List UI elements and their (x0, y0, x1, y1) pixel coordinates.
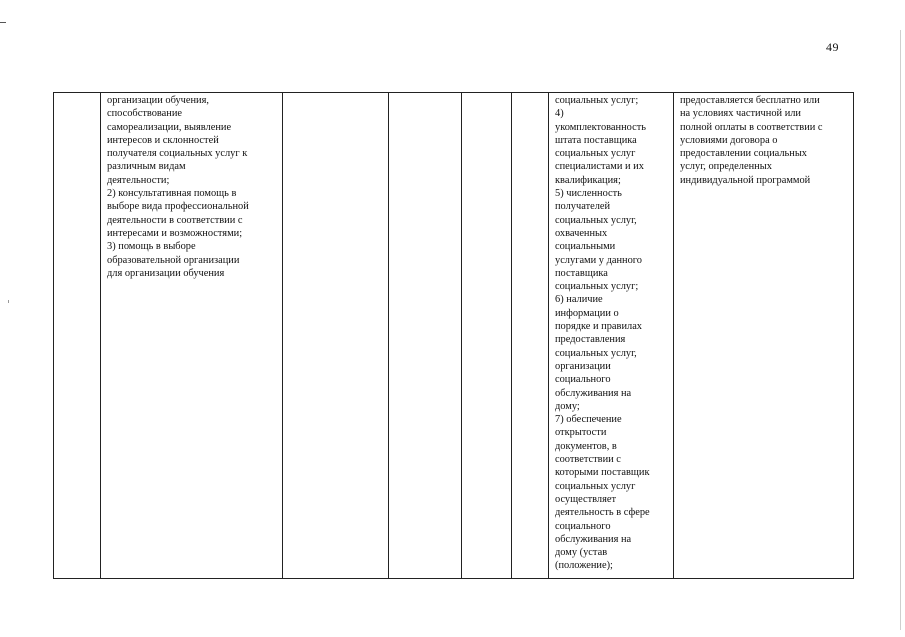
table-cell-empty-5 (462, 93, 512, 579)
text-line: способствование (107, 108, 183, 120)
table-cell-empty-4 (389, 93, 462, 579)
conditions-text (680, 94, 850, 187)
text-line: услугами у данного (555, 254, 643, 266)
text-line: условиями договора о (680, 134, 778, 146)
service-content-text (107, 94, 279, 280)
table-cell-empty-6 (512, 93, 549, 579)
text-line: обслуживания на (555, 533, 632, 545)
text-line: социальных услуг, (555, 214, 637, 226)
text-line: социальных услуг (555, 148, 636, 160)
text-line: получателя социальных услуг к (107, 148, 248, 160)
text-line: самореализации, выявление (107, 121, 232, 133)
text-line: охваченных (555, 227, 608, 239)
table-cell-empty-3 (283, 93, 389, 579)
table-cell-number (54, 93, 101, 579)
text-line: предоставлении социальных (680, 148, 808, 160)
quality-indicators-text (555, 94, 670, 573)
text-line: 3) помощь в выборе (107, 241, 196, 253)
text-line: социальных услуг; (555, 281, 639, 293)
text-line: порядке и правилах (555, 321, 643, 333)
text-line: документов, в (555, 440, 617, 452)
text-line: штата поставщика (555, 134, 637, 146)
text-line: соответствии с (555, 454, 621, 466)
text-line: поставщика (555, 267, 608, 279)
text-line: социальными (555, 241, 616, 253)
scan-margin-mark (8, 300, 9, 303)
text-line: полной оплаты в соответствии с (680, 121, 823, 133)
table-cell-quality-indicators (549, 93, 674, 579)
text-line: предоставляется бесплатно или (680, 95, 820, 106)
page-number: 49 (826, 40, 839, 54)
text-line: получателей (555, 201, 611, 213)
text-line: деятельности; (107, 174, 170, 186)
text-line: предоставления (555, 334, 626, 346)
table-row (54, 93, 854, 579)
text-line: услуг, определенных (680, 161, 772, 173)
table-cell-service-content (101, 93, 283, 579)
text-line: укомплектованность (555, 121, 647, 133)
text-line: квалификация; (555, 174, 621, 186)
text-line: социального (555, 374, 611, 386)
text-line: 4) (555, 108, 564, 120)
text-line: организации обучения, (107, 95, 209, 106)
text-line: деятельность в сфере (555, 507, 650, 519)
text-line: индивидуальной программой (680, 174, 811, 186)
table-cell-conditions (674, 93, 854, 579)
scan-page-edge (900, 30, 901, 630)
text-line: интересами и возможностями; (107, 227, 243, 239)
text-line: дому; (555, 400, 580, 412)
text-line: (положение); (555, 560, 613, 572)
scan-corner-mark (0, 22, 6, 23)
text-line: дому (устав (555, 547, 608, 559)
text-line: 6) наличие (555, 294, 603, 306)
text-line: 7) обеспечение (555, 414, 622, 426)
text-line: образовательной организации (107, 254, 240, 266)
text-line: открытости (555, 427, 607, 439)
text-line: на условиях частичной или (680, 108, 801, 120)
text-line: социальных услуг, (555, 347, 637, 359)
text-line: различным видам (107, 161, 186, 173)
text-line: информации о (555, 307, 619, 319)
services-table (53, 92, 854, 579)
text-line: обслуживания на (555, 387, 632, 399)
text-line: социального (555, 520, 611, 532)
text-line: деятельности в соответствии с (107, 214, 243, 226)
text-line: 2) консультативная помощь в (107, 188, 237, 200)
text-line: организации (555, 360, 611, 372)
text-line: которыми поставщик (555, 467, 650, 479)
text-line: осуществляет (555, 493, 617, 505)
text-line: выборе вида профессиональной (107, 201, 249, 213)
text-line: социальных услуг (555, 480, 636, 492)
text-line: 5) численность (555, 188, 622, 200)
text-line: специалистами и их (555, 161, 644, 173)
text-line: интересов и склонностей (107, 134, 219, 146)
text-line: для организации обучения (107, 267, 225, 279)
text-line: социальных услуг; (555, 95, 639, 106)
